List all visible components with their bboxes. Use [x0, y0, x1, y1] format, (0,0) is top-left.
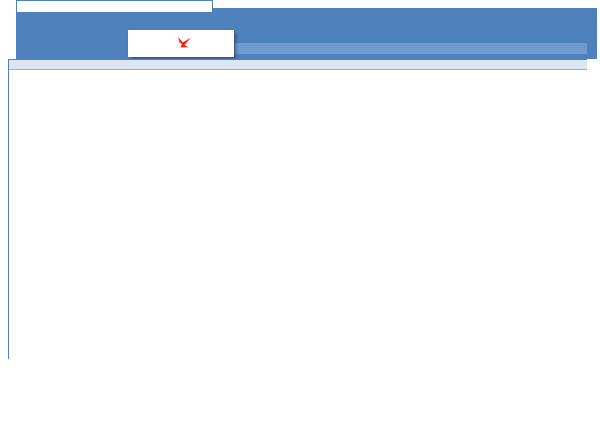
- brand-logo: [128, 30, 234, 57]
- header-band: [16, 8, 597, 59]
- section-header: [9, 59, 587, 70]
- workbook-title: [16, 0, 213, 13]
- balance-sheet-table: [8, 59, 587, 359]
- start-period-strip: [235, 43, 587, 54]
- eagle-icon: [172, 36, 191, 54]
